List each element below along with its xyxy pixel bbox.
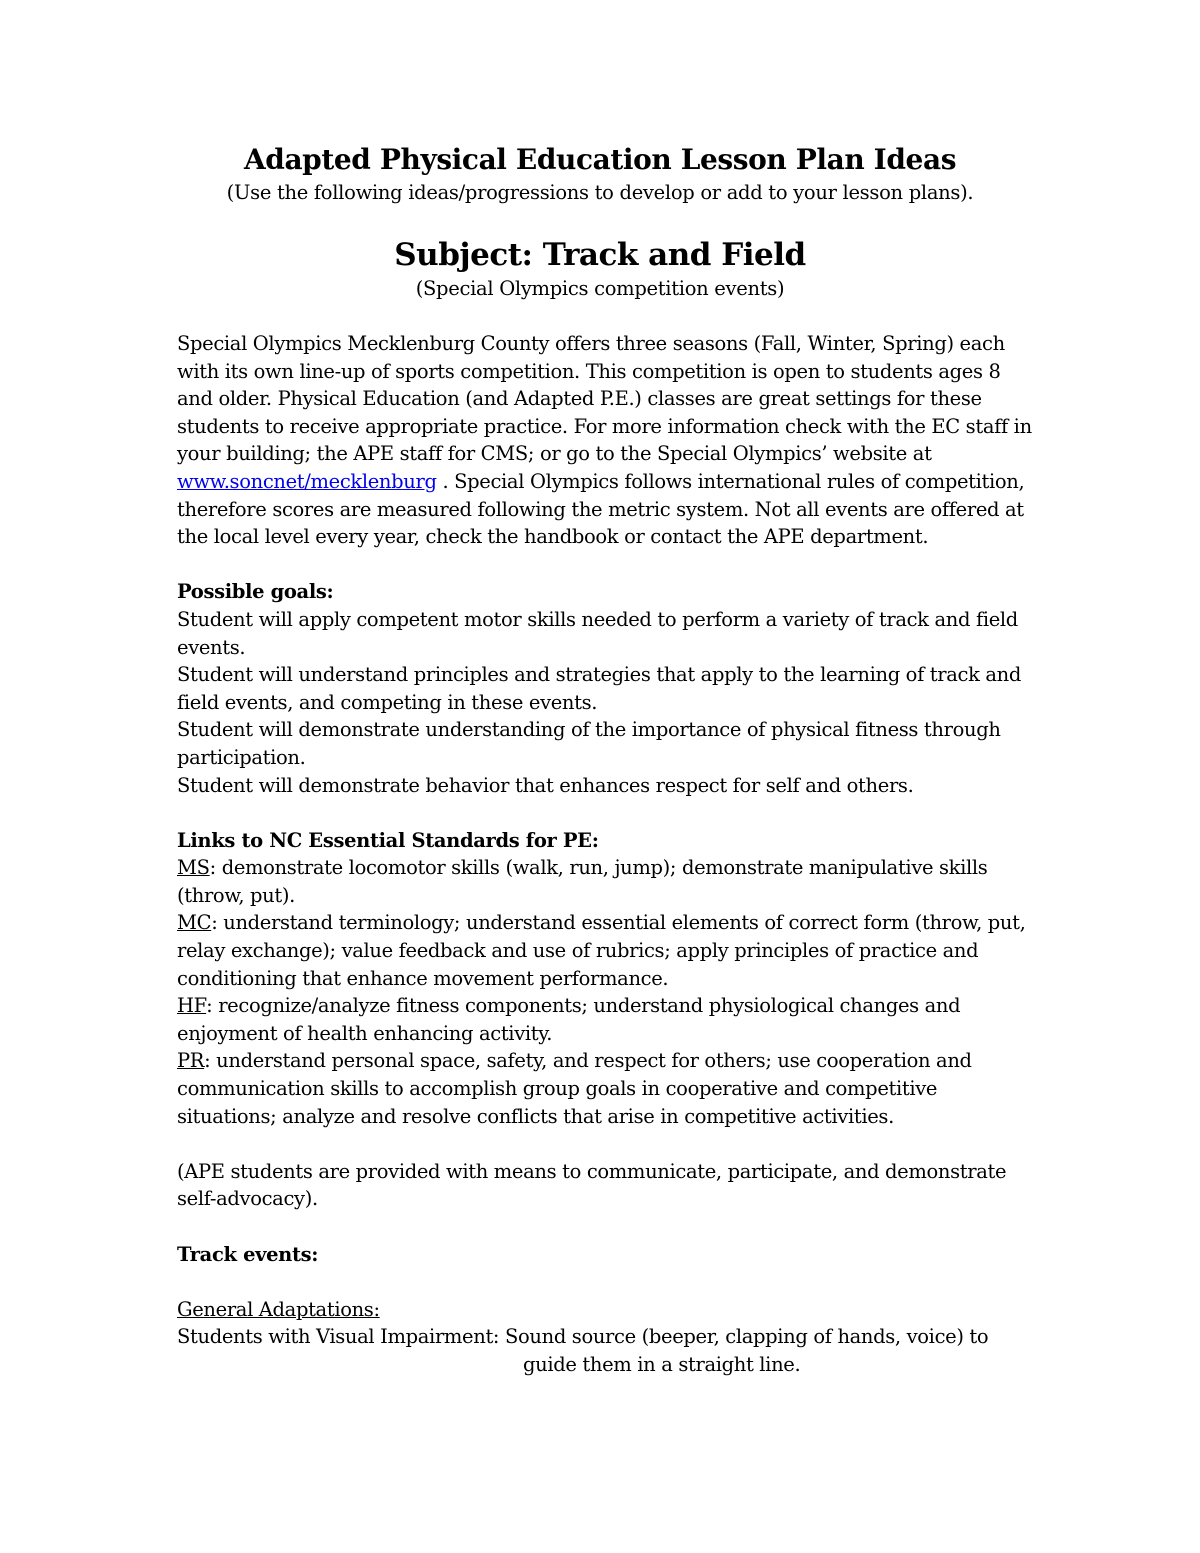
goal-item: Student will apply competent motor skills needed to perform a variety of track and field events. bbox=[177, 607, 1018, 659]
track-events-heading: Track events: bbox=[177, 1242, 319, 1266]
standard-item bbox=[177, 1047, 1037, 1130]
goal-item: Student will demonstrate understanding of the importance of physical fitness through participation. bbox=[177, 718, 1001, 769]
spacer bbox=[177, 1268, 1037, 1296]
intro-text-after-link: . Special Olympics follows international rules of competition, therefore scores are measured following the metric system. Not all events are offered at the local level every year, check the handbook or contact the APE department. bbox=[177, 469, 1025, 549]
visual-impairment-line-continued: guide them in a straight line. bbox=[523, 1352, 801, 1376]
goal-item: Student will demonstrate behavior that enhances respect for self and others. bbox=[177, 773, 914, 797]
standard-code: MS bbox=[177, 856, 210, 880]
standard-text: : understand personal space, safety, and respect for others; use cooperation and communication skills to accomplish group goals in cooperative and competitive situations; analyze and resolve conflicts that arise in competitive activities. bbox=[177, 1049, 972, 1128]
standard-text: : understand terminology; understand essential elements of correct form (throw, put, relay exchange); value feedback and use of rubrics; apply principles of practice and conditioning that enhance movement performance. bbox=[177, 911, 1026, 990]
standard-text: : demonstrate locomotor skills (walk, run, jump); demonstrate manipulative skills (throw, put). bbox=[177, 856, 988, 907]
goal-item: Student will understand principles and strategies that apply to the learning of track and field events, and competing in these events. bbox=[177, 663, 1022, 714]
standard-code: HF bbox=[177, 994, 207, 1018]
standard-item bbox=[177, 854, 1037, 909]
spacer bbox=[177, 551, 1037, 579]
standard-text: : recognize/analyze fitness components; understand physiological changes and enjoyment of health enhancing activity. bbox=[177, 994, 961, 1045]
standard-code: MC bbox=[177, 911, 212, 935]
spacer bbox=[177, 1213, 1037, 1241]
subject-heading: Subject: Track and Field bbox=[394, 237, 806, 273]
standard-code: PR bbox=[177, 1049, 205, 1073]
document-body bbox=[177, 330, 1037, 1379]
document-title: Adapted Physical Education Lesson Plan Ideas bbox=[243, 143, 957, 176]
goals-heading: Possible goals: bbox=[177, 580, 334, 604]
spacer bbox=[177, 799, 1037, 827]
visual-impairment-line: Students with Visual Impairment: Sound source (beeper, clapping of hands, voice) to bbox=[177, 1325, 989, 1349]
intro-paragraph bbox=[177, 330, 1037, 551]
standard-item bbox=[177, 992, 1037, 1047]
title-note: (Use the following ideas/progressions to develop or add to your lesson plans). bbox=[226, 181, 974, 204]
special-olympics-website-link[interactable]: www.soncnet/mecklenburg bbox=[177, 469, 437, 493]
ape-note: (APE students are provided with means to communicate, participate, and demonstrate self-advocacy). bbox=[177, 1159, 1007, 1211]
standard-item bbox=[177, 909, 1037, 992]
intro-text-before-link: Special Olympics Mecklenburg County offers three seasons (Fall, Winter, Spring) each with its own line-up of sports competition. This competition is open to students ages 8 and older. Physical Education (and Adapted P.E.) classes are great settings for these students to receive appropriate practice. For more information check with the EC staff in your building; the APE staff for CMS; or go to the Special Olympics’ website at bbox=[177, 332, 1032, 466]
spacer bbox=[177, 1130, 1037, 1158]
standards-heading: Links to NC Essential Standards for PE: bbox=[177, 828, 599, 852]
general-adaptations-heading: General Adaptations: bbox=[177, 1297, 380, 1321]
subject-note: (Special Olympics competition events) bbox=[415, 277, 785, 300]
